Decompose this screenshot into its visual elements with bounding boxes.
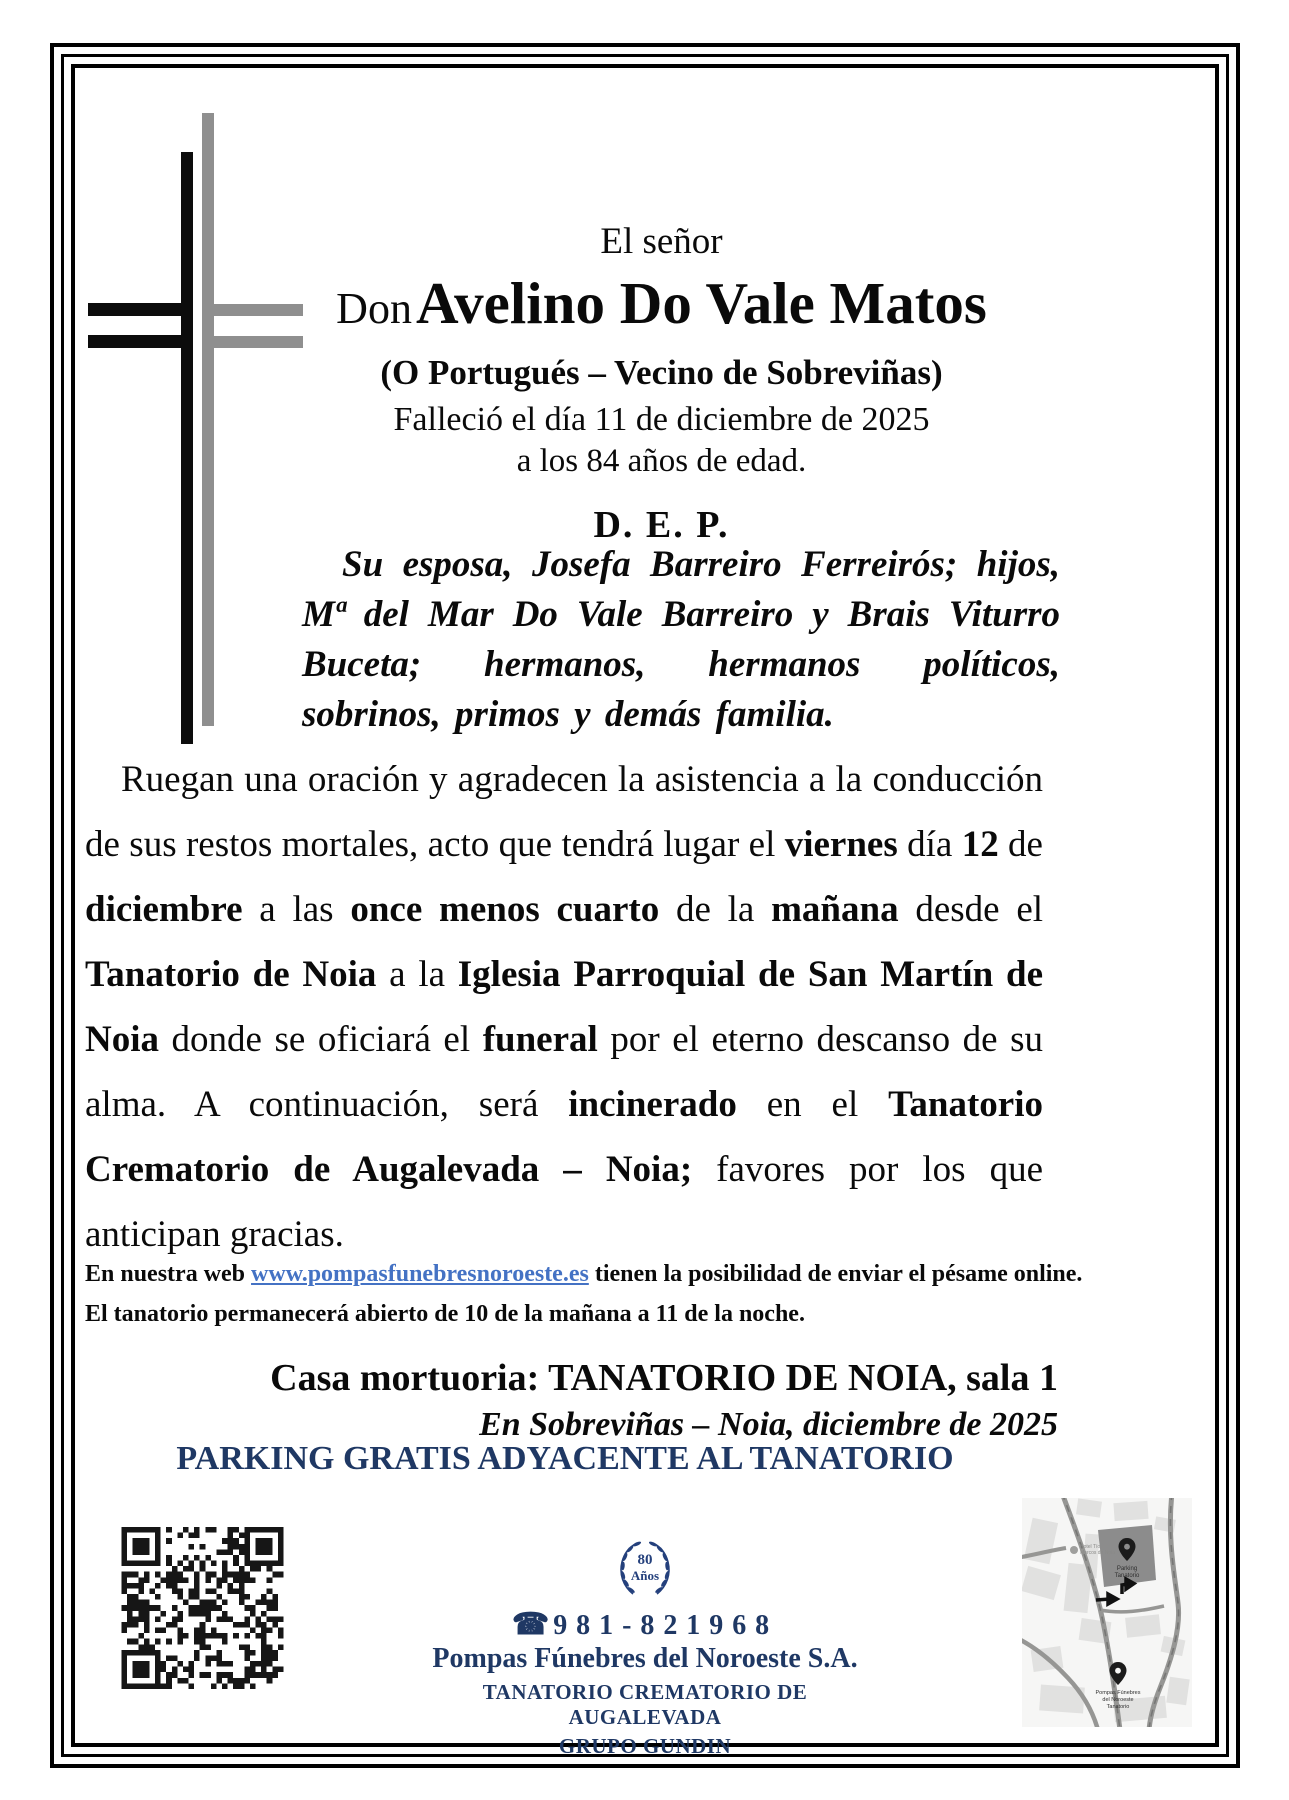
anniversary-logo — [430, 1538, 860, 1605]
pesame-website-link[interactable]: www.pompasfunebresnoroeste.es — [251, 1261, 589, 1287]
family-paragraph: Su esposa, Josefa Barreiro Ferreirós; hijos, Mª del Mar Do Vale Barreiro y Brais Viturro Buceta; hermanos, hermanos políticos, sobrinos, primos y demás familia. — [302, 544, 1060, 735]
map-graphic — [1022, 1498, 1192, 1727]
hotel-poi-icon — [1070, 1546, 1078, 1554]
announcement-paragraph: Ruegan una oración y agradecen la asistencia a la conducción de sus restos mortales, acto que tendrá lugar el viernes día 12 de diciembre a las once menos cuarto de la mañana desde el Tanatorio de Noia a la Iglesia Parroquial de San Martín de Noia donde se oficiará el funeral por el eterno descanso de su alma. A continuación, será incinerado en el Tanatorio Crematorio de Augalevada – Noia; favores por los que anticipan gracias. — [85, 759, 1044, 1255]
footer-company-block — [430, 1538, 860, 1759]
honorific: Don — [336, 284, 412, 333]
map-hotel-label-2: Marcos de Noia — [1080, 1550, 1116, 1556]
map-hotel-label-1: Hotel Tío — [1080, 1544, 1101, 1550]
phone-line — [430, 1607, 860, 1642]
map-funeral-home-label-3: Tanatorio — [1106, 1704, 1130, 1710]
web-note-line1: En nuestra web www.pompasfunebresnoroeste.es tienen la posibilidad de enviar el pésame online. — [85, 1261, 1083, 1287]
header — [70, 220, 1219, 547]
web-note-line2: El tanatorio permanecerá abierto de 10 de la mañana a 11 de la noche. — [85, 1301, 805, 1327]
location-map — [1022, 1498, 1192, 1727]
name-line — [104, 271, 1219, 351]
mortuary-block — [85, 1356, 1058, 1444]
salutation: El señor — [600, 221, 723, 262]
mortuary-house-line: Casa mortuoria: TANATORIO DE NOIA, sala 1 — [270, 1357, 1058, 1399]
qr-code — [120, 1527, 285, 1689]
phone-icon: ☎ — [511, 1608, 550, 1641]
group-name: GRUPO GUNDIN — [558, 1734, 732, 1758]
deceased-name: Avelino Do Vale Matos — [415, 270, 987, 336]
parking-banner: PARKING GRATIS ADYACENTE AL TANATORIO — [176, 1440, 954, 1477]
company-name: Pompas Fúnebres del Noroeste S.A. — [432, 1643, 858, 1674]
alias-line: (O Portugués – Vecino de Sobreviñas) — [380, 353, 943, 392]
logo-years-label: Años — [630, 1568, 660, 1583]
dep-abbreviation: D. E. P. — [593, 504, 730, 546]
place-date-line: En Sobreviñas – Noia, diciembre de 2025 — [479, 1406, 1058, 1443]
phone-number: 981-821968 — [553, 1610, 779, 1641]
map-funeral-home-label-2: del Noroeste — [1102, 1697, 1134, 1703]
facility-name: TANATORIO CREMATORIO DE AUGALEVADA — [482, 1680, 808, 1729]
map-parking-label-1: Parking — [1116, 1566, 1138, 1572]
age-line: a los 84 años de edad. — [516, 443, 807, 479]
web-note — [85, 1254, 1085, 1334]
death-date-line: Falleció el día 11 de diciembre de 2025 — [393, 401, 930, 438]
map-funeral-home-label-1: Pompas Fúnebres — [1095, 1690, 1141, 1696]
laurel-wreath-icon — [611, 1538, 679, 1600]
logo-years: 80 — [637, 1552, 653, 1568]
map-parking-label-2: Tanatorio — [1114, 1573, 1140, 1579]
